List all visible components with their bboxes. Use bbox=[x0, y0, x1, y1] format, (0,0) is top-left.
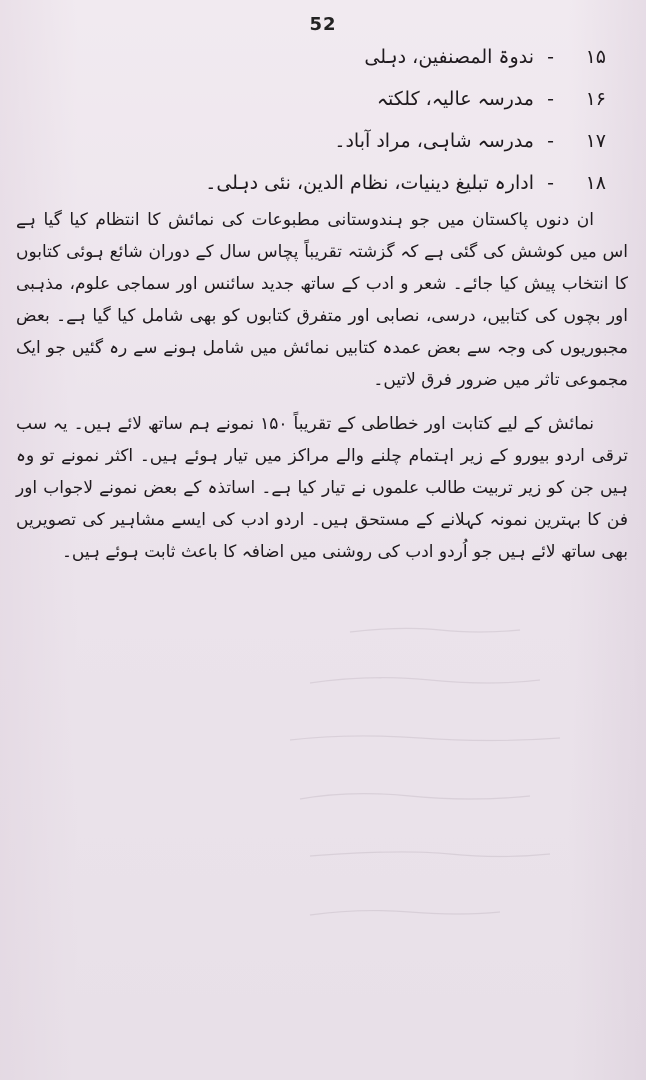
list-item-text: ادارہ تبلیغ دینیات، نظام الدین، نئی دہلی۔ bbox=[205, 172, 534, 194]
list-item-number: ۱۵ bbox=[585, 46, 606, 68]
show-through-marks bbox=[0, 620, 646, 1080]
list-item-dash: - bbox=[547, 172, 554, 194]
paragraph-2-text: نمائش کے لیے کتابت اور خطاطی کے تقریباً ۱۵۰ نمونے ہم ساتھ لائے ہیں۔ یہ سب ترقی اردو بیورو کے زیر اہتمام چلنے والے مراکز میں تیار ہوئے ہیں۔ اکثر نمونے تو وہ ہیں جن کو زیر تربیت طالب علموں نے تیار کیا ہے۔ اساتذہ کے بعض نمونے لاجواب اور فن کا بہترین نمونہ کہلانے کے مستحق ہیں۔ اردو ادب کی ایسے مشاہیر کی تصویریں بھی ساتھ لائے ہیں جو اُردو ادب کی روشنی میں اضافہ کا باعث ثابت ہوئے ہیں۔ bbox=[16, 414, 628, 562]
list-item-number: ۱۸ bbox=[585, 172, 606, 194]
list-item-text: مدرسہ شاہی، مراد آباد۔ bbox=[334, 130, 534, 152]
list-item bbox=[106, 36, 606, 78]
institution-list bbox=[106, 36, 606, 204]
list-item-dash: - bbox=[547, 88, 554, 110]
list-item bbox=[106, 162, 606, 204]
list-item bbox=[106, 120, 606, 162]
page-number: 52 bbox=[309, 14, 337, 35]
list-item-dash: - bbox=[547, 130, 554, 152]
paragraph-calligraphy-samples bbox=[16, 408, 628, 568]
paragraph-exhibition-intro bbox=[16, 204, 628, 396]
list-item-dash: - bbox=[547, 46, 554, 68]
list-item-number: ۱۷ bbox=[585, 130, 606, 152]
list-item-text: مدرسہ عالیہ، کلکتہ bbox=[376, 88, 534, 110]
list-item bbox=[106, 78, 606, 120]
paragraph-1-text: ان دنوں پاکستان میں جو ہندوستانی مطبوعات کی نمائش کا انتظام کیا گیا ہے اس میں کوشش کی گئی ہے کہ گزشتہ تقریباً پچاس سال کے دوران شائع ہوئی کتابوں کا انتخاب پیش کیا جائے۔ شعر و ادب کے ساتھ جدید سائنس اور سماجی علوم، مذہبی اور بچوں کی کتابیں، درسی، نصابی اور متفرق کتابوں کو بھی شامل کیا گیا ہے۔ بعض مجبوریوں کی وجہ سے بعض عمدہ کتابیں نمائش میں شامل ہونے سے رہ گئیں جو ایک مجموعی تاثر میں ضرور فرق لاتیں۔ bbox=[16, 210, 628, 390]
list-item-text: ندوۃ المصنفین، دہلی bbox=[364, 46, 534, 68]
list-item-number: ۱۶ bbox=[585, 88, 606, 110]
